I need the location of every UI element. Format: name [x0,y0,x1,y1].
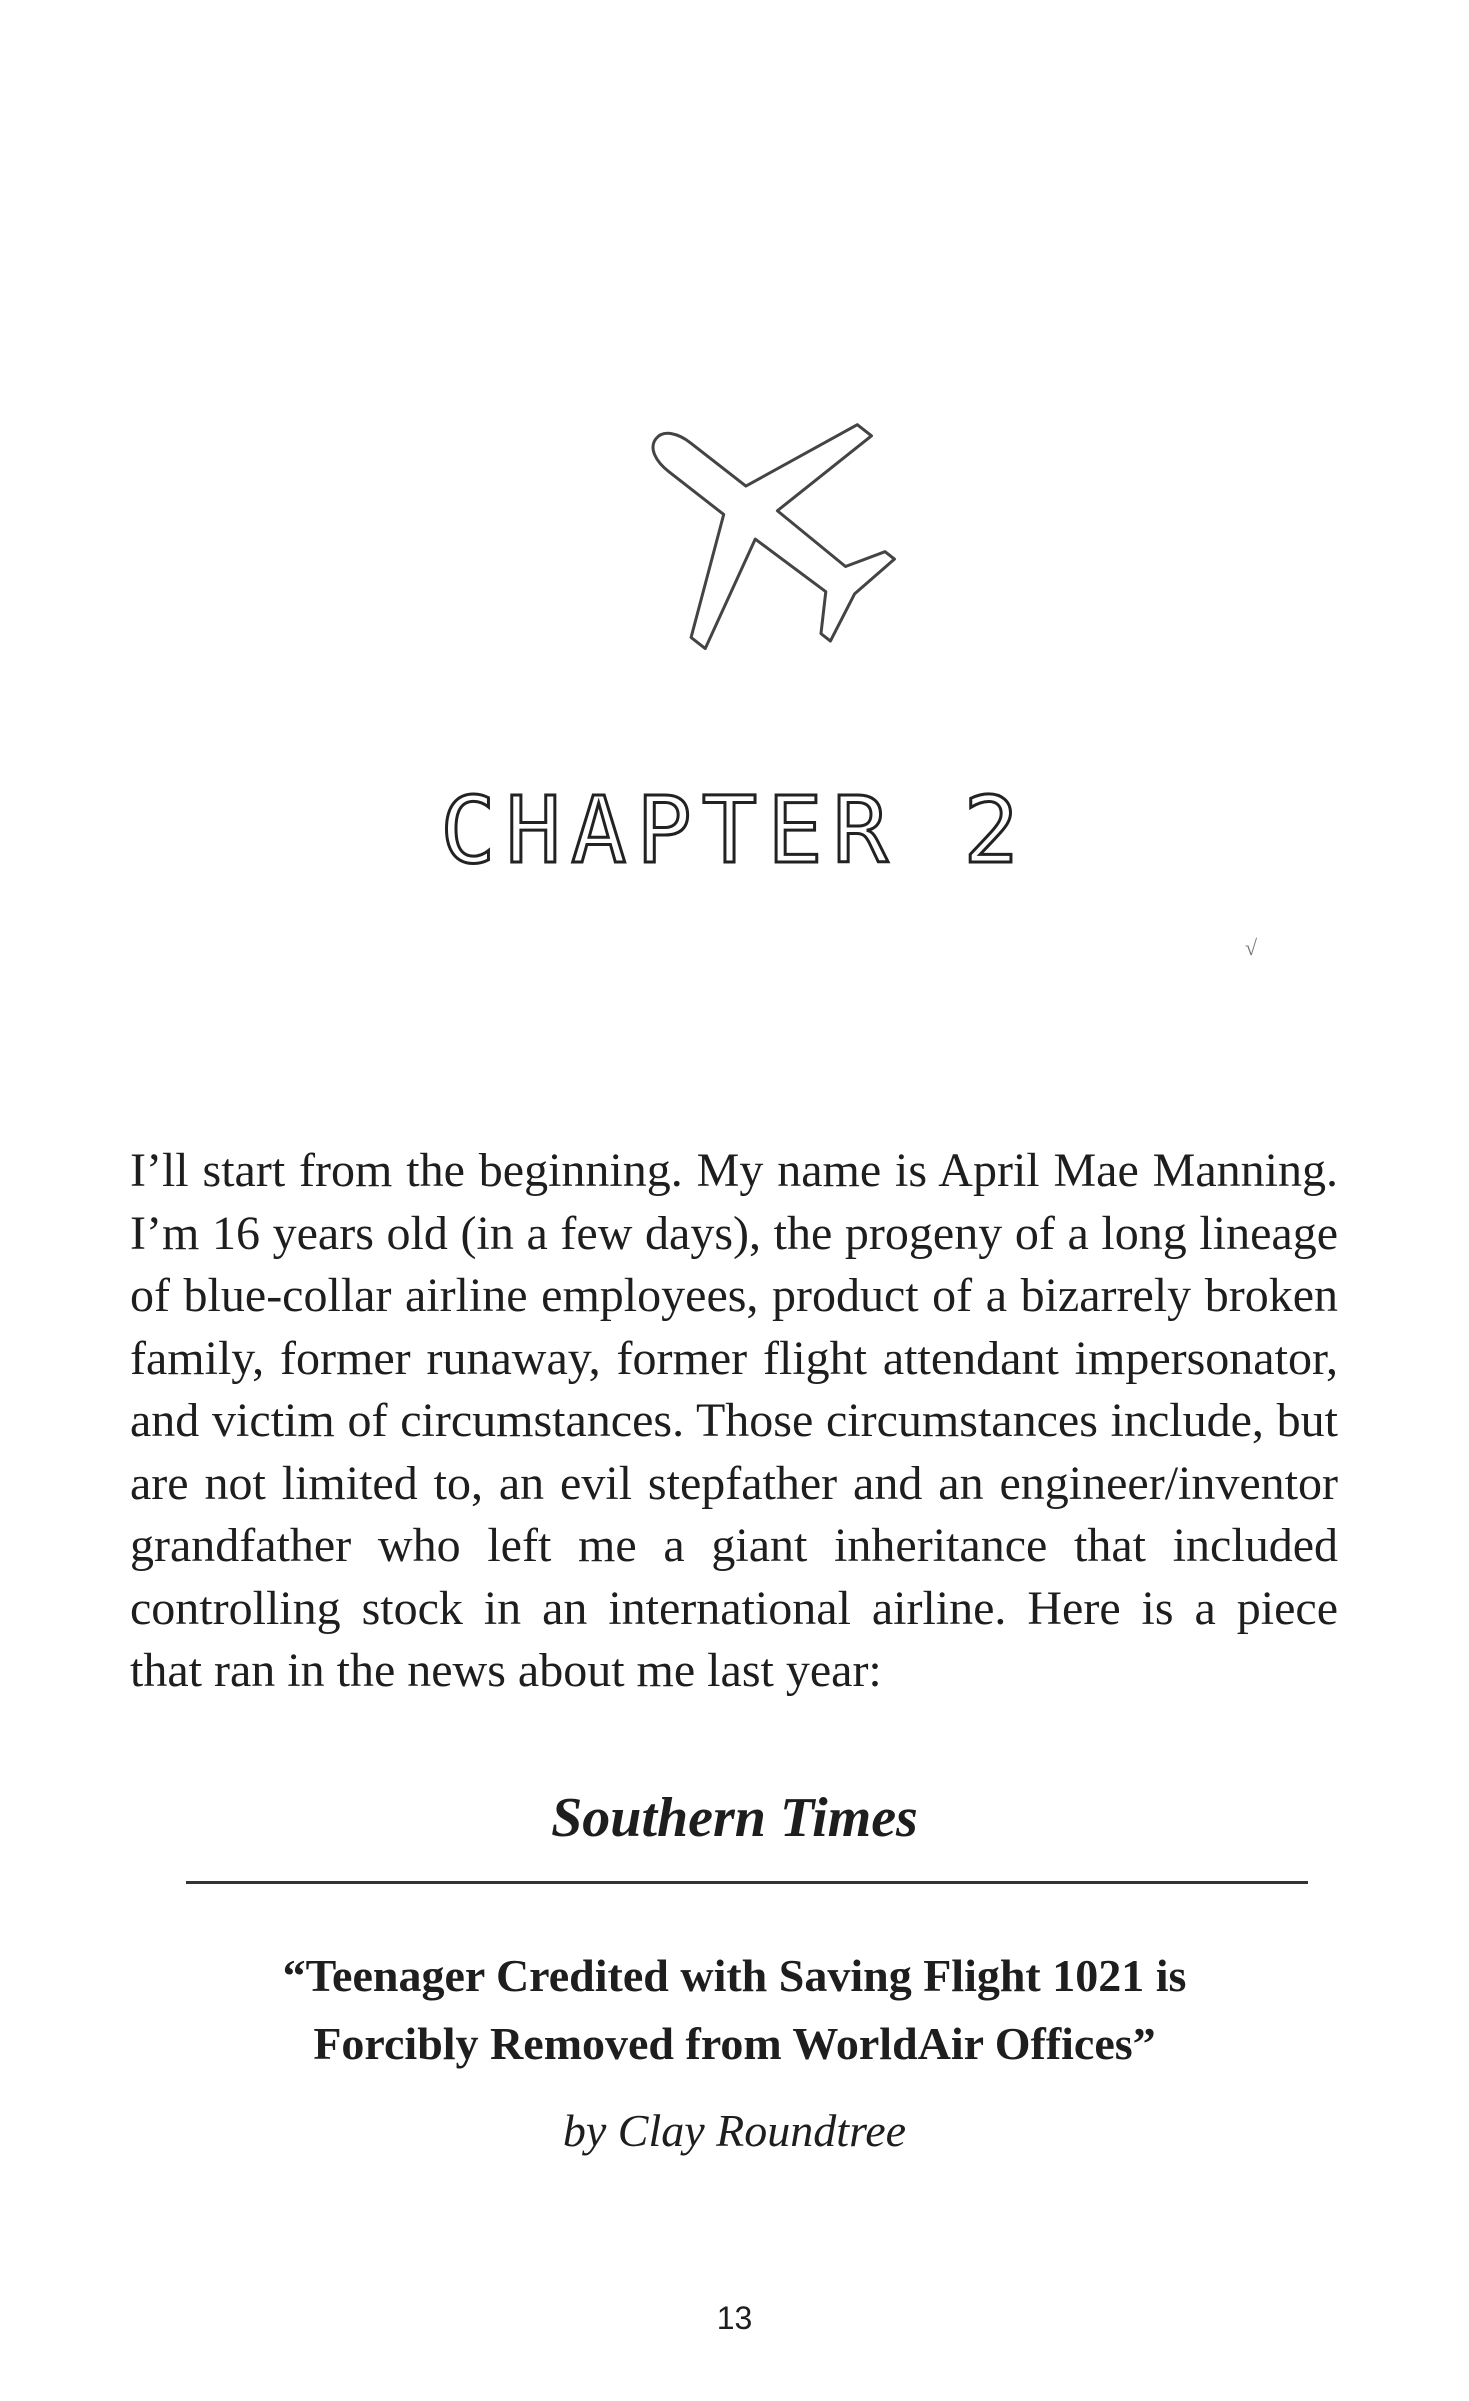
newspaper-name: Southern Times [551,1787,918,1849]
chapter-heading: CHAPTER 2 [440,777,1029,884]
body-line: I’m 16 years old (in a few days), the progeny of a long lineage [130,1206,1338,1260]
body-line: and victim of circumstances. Those circumstances include, but [130,1394,1338,1447]
stray-mark: √ [1245,935,1258,960]
body-line: grandfather who left me a giant inheritance that included [130,1519,1338,1572]
article-headline [0,1942,1469,2078]
article-byline: by Clay Roundtree [562,2105,907,2156]
divider-rule [186,1881,1308,1884]
body-line: family, former runaway, former flight attendant impersonator, [130,1331,1338,1385]
body-line: I’ll start from the beginning. My name is April Mae Manning. [130,1144,1338,1197]
headline-line: “Teenager Credited with Saving Flight 1021 is [282,1950,1187,2001]
body-line: controlling stock in an international airline. Here is a piece that [130,1581,1338,1697]
headline-line: Forcibly Removed from WorldAir Offices” [313,2018,1156,2069]
body-line: are not limited to, an evil stepfather and an engineer/inventor [130,1456,1338,1510]
airplane-icon [610,370,910,670]
body-line: ran in the news about me last year: [213,1644,882,1697]
page-number: 13 [716,2300,753,2336]
body-line: of blue-collar airline employees, product of a bizarrely broken [130,1269,1338,1322]
body-paragraph [130,1140,1338,1703]
